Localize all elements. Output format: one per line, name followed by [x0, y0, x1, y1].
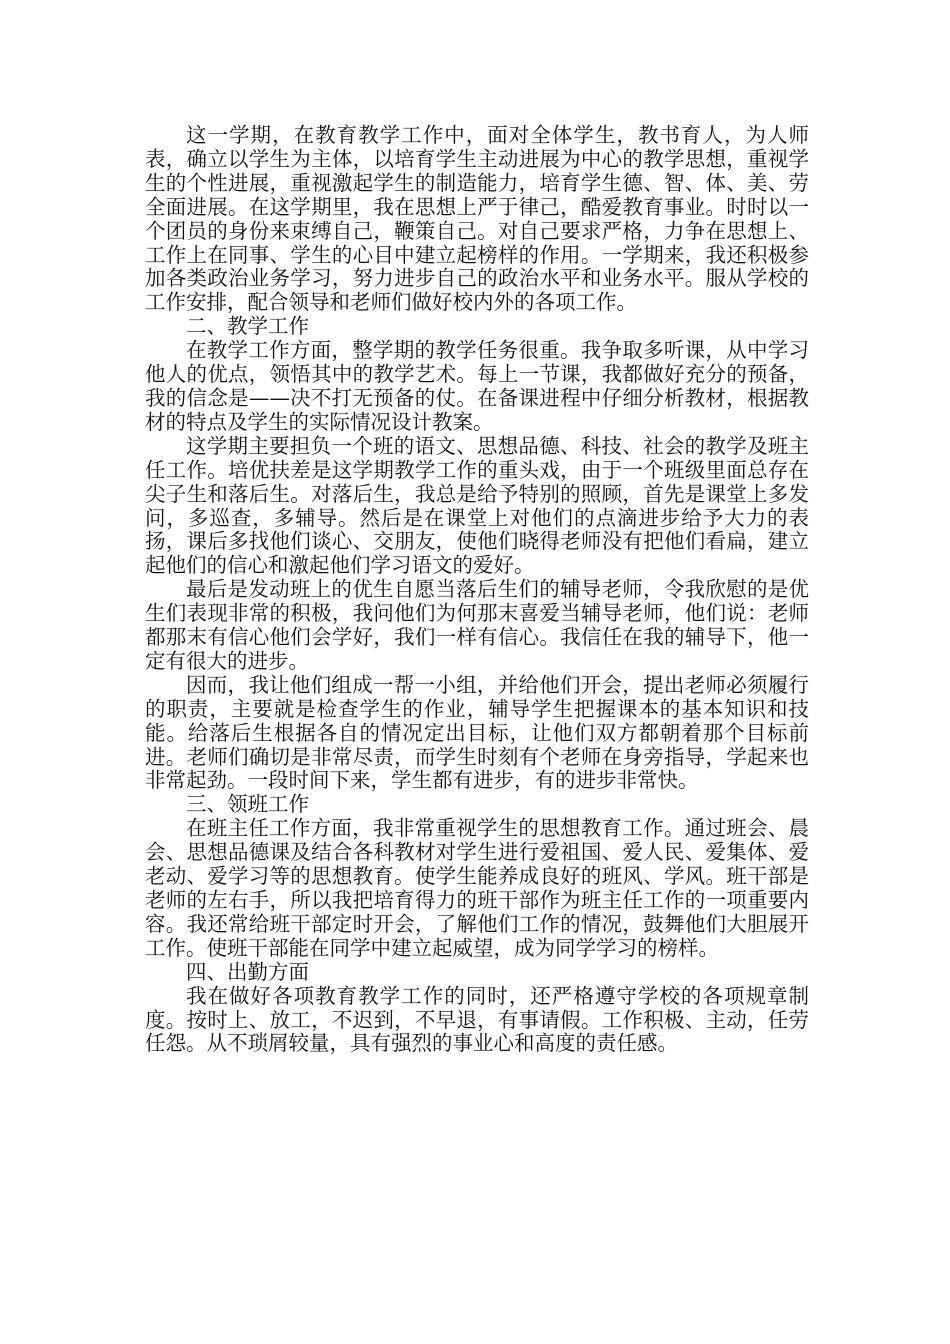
attendance-paragraph: 我在做好各项教育教学工作的同时，还严格遵守学校的各项规章制度。按时上、放工，不迟到，不早退，有事请假。工作积极、主动，任劳任怨。从不琐屑较量，具有强烈的事业心和高度的责任感。 — [145, 983, 809, 1056]
teaching-paragraph-1: 在教学工作方面，整学期的教学任务很重。我争取多听课，从中学习他人的优点，领悟其中的教学艺术。每上一节课，我都做好充分的预备，我的信念是——决不打无预备的仗。在备课进程中仔细分析教材，根据教材的特点及学生的实际情况设计教案。 — [145, 338, 809, 434]
section-heading-teaching: 二、教学工作 — [186, 314, 309, 339]
teaching-paragraph-4: 因而，我让他们组成一帮一小组，并给他们开会，提出老师必须履行的职责，主要就是检查学生的作业，辅导学生把握课本的基本知识和技能。给落后生根据各自的情况定出目标，让他们双方都朝着那个目标前进。老师们确切是非常尽责，而学生时刻有个老师在身旁指导，学起来也非常起劲。一段时间下来，学生都有进步，有的进步非常快。 — [145, 672, 809, 793]
teaching-paragraph-3: 最后是发动班上的优生自愿当落后生们的辅导老师，令我欣慰的是优生们表现非常的积极，我问他们为何那末喜爱当辅导老师，他们说：老师都那末有信心他们会学好，我们一样有信心。我信任在我的辅导下，他一定有很大的进步。 — [145, 577, 809, 673]
class-leading-paragraph: 在班主任工作方面，我非常重视学生的思想教育工作。通过班会、晨会、思想品德课及结合各科教材对学生进行爱祖国、爱人民、爱集体、爱老动、爱学习等的思想教育。使学生能养成良好的班风、学风。班干部是老师的左右手，所以我把培育得力的班干部作为班主任工作的一项重要内容。我还常给班干部定时开会，了解他们工作的情况，鼓舞他们大胆展开工作。使班干部能在同学中建立起威望，成为同学学习的榜样。 — [145, 816, 809, 960]
document-body — [145, 124, 809, 1056]
section-heading-class-leading: 三、领班工作 — [186, 792, 309, 817]
teaching-paragraph-2: 这学期主要担负一个班的语文、思想品德、科技、社会的教学及班主任工作。培优扶差是这学期教学工作的重头戏，由于一个班级里面总存在尖子生和落后生。对落后生，我总是给予特别的照顾，首先是课堂上多发问，多巡查，多辅导。然后是在课堂上对他们的点滴进步给予大力的表扬，课后多找他们谈心、交朋友，使他们晓得老师没有把他们看扁，建立起他们的信心和激起他们学习语文的爱好。 — [145, 433, 809, 578]
intro-paragraph: 这一学期，在教育教学工作中，面对全体学生，教书育人，为人师表，确立以学生为主体，以培育学生主动进展为中心的教学思想，重视学生的个性进展，重视激起学生的制造能力，培育学生德、智、体、美、劳全面进展。在这学期里，我在思想上严于律己，酷爱教育事业。时时以一个团员的身份来束缚自己，鞭策自己。对自己要求严格，力争在思想上、工作上在同事、学生的心目中建立起榜样的作用。一学期来，我还积极参加各类政治业务学习，努力进步自己的政治水平和业务水平。服从学校的工作安排，配合领导和老师们做好校内外的各项工作。 — [145, 123, 809, 315]
section-heading-attendance: 四、出勤方面 — [186, 959, 309, 984]
